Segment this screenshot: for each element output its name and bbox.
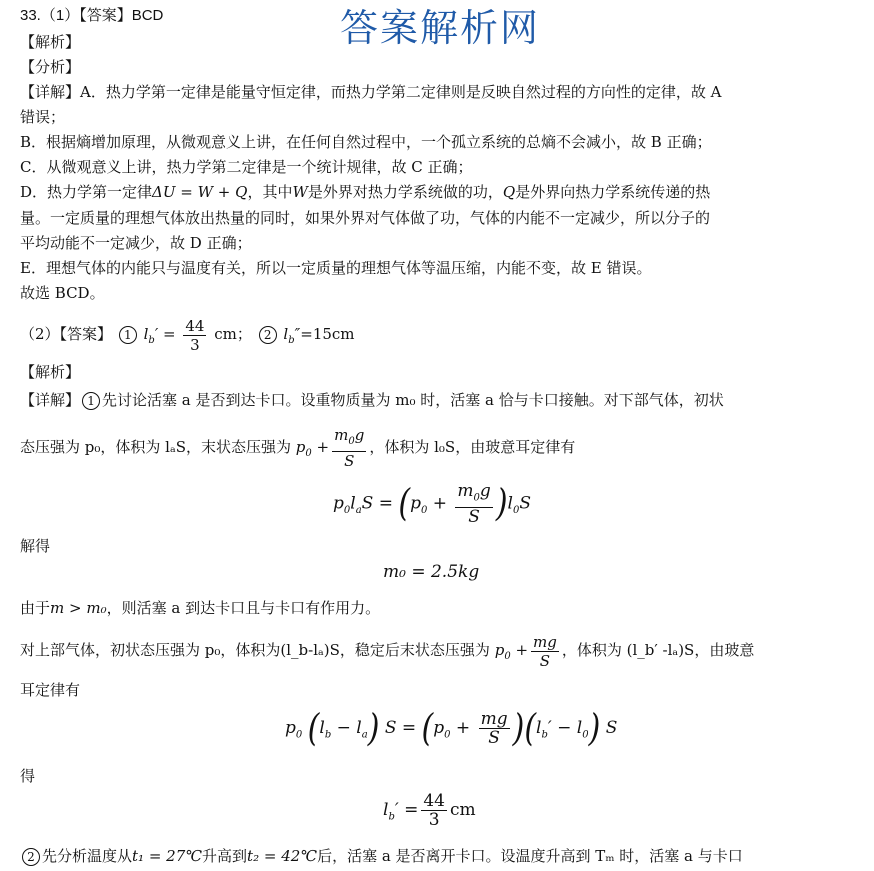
option-d-text-b: ，其中 bbox=[247, 183, 293, 201]
answer1-symbol: $l_b'$ = bbox=[143, 325, 176, 346]
upper-text-a: 对上部气体，初状态压强为 p₀，体积为(l_b-lₐ)S，稳定后末状态压强为 bbox=[20, 641, 490, 659]
upper-gas-line2: 耳定律有 bbox=[20, 681, 81, 699]
option-d-text-d: 是外界向热力学系统传递的热 bbox=[515, 183, 711, 201]
part2-answer-label: （2）【答案】 bbox=[20, 325, 113, 343]
option-d-text-c: 是外界对热力学系统做的功， bbox=[307, 183, 503, 201]
last-text-c: 后，活塞 a 是否离开卡口。设温度升高到 Tₘ 时，活塞 a 与卡口 bbox=[317, 847, 743, 865]
equation-lb-result: $l_b'$ = $\frac{44}{3}$ cm bbox=[383, 791, 476, 830]
answer1-fraction: $\frac{44}{3}$ bbox=[185, 316, 205, 354]
detail-prefix: 【详解】 bbox=[20, 391, 81, 409]
detail-text-1: 先讨论活塞 a 是否到达卡口。设重物质量为 m₀ 时，活塞 a 恰与卡口接触。对下部气体，初状 bbox=[102, 391, 724, 409]
fraction-m0g-s: $\frac{m_0g}{S}$ bbox=[334, 426, 365, 470]
answer2-symbol: $l_b''$ bbox=[283, 325, 301, 346]
part2-answer bbox=[20, 316, 355, 359]
circle-1-icon: 1 bbox=[119, 326, 137, 344]
detail-text-2a: 态压强为 p₀，体积为 lₐS，末状态压强为 bbox=[20, 438, 292, 456]
equation-lower-gas: $p_0l_aS = (p_0$ + $\frac{m_0g}{S}$ )$l_0S$ bbox=[333, 481, 531, 528]
fraction-mg-s: $\frac{mg}{S}$ bbox=[533, 632, 557, 670]
option-d-line1 bbox=[20, 182, 710, 202]
circle-2b-icon: 2 bbox=[22, 848, 40, 866]
last-line bbox=[20, 846, 743, 866]
option-e: E．理想气体的内能只与温度有关，所以一定质量的理想气体等温压缩，内能不变，故 E 错误。 bbox=[20, 259, 652, 277]
equation-upper-gas: $p_0$ $(l_b - l_a) S = (p_0$ + $\frac{mg}{S}$ )$(l_b' - l_0)$ S bbox=[285, 706, 618, 750]
option-d-line2: 量。一定质量的理想气体放出热量的同时，如果外界对气体做了功，气体的内能不一定减少，所以分子的 bbox=[20, 209, 711, 227]
since-inequality: m > m₀ bbox=[50, 599, 107, 617]
label-jiexi-1: 【解析】 bbox=[20, 33, 81, 51]
upper-gas-line1: 对上部气体，初状态压强为 p₀，体积为(l_b-lₐ)S，稳定后末状态压强为 $p_0$ + $\frac{mg}{S}$ ，体积为 (l_b′ -lₐ)S，由玻意 bbox=[20, 632, 755, 670]
label-jiexi-2: 【解析】 bbox=[20, 363, 81, 381]
question-number: 33.（1）【答案】BCD bbox=[20, 7, 164, 24]
symbol-w: W bbox=[292, 183, 308, 201]
watermark-text: 答案解析网 bbox=[340, 6, 541, 50]
answer1-unit: cm； bbox=[214, 325, 252, 343]
last-text-a: 先分析温度从 bbox=[42, 847, 133, 865]
label-de: 得 bbox=[20, 767, 36, 785]
answer2-value: =15cm bbox=[300, 325, 355, 343]
since-text-a: 由于 bbox=[20, 599, 51, 617]
symbol-q: Q bbox=[502, 183, 516, 201]
choose-answer: 故选 BCD。 bbox=[20, 284, 105, 302]
option-c: C．从微观意义上讲，热力学第二定律是一个统计规律，故 C 正确； bbox=[20, 158, 473, 176]
detail-a-line2: 错误； bbox=[20, 108, 66, 126]
detail-text-2b: ，体积为 l₀S，由玻意耳定律有 bbox=[369, 438, 576, 456]
equation-m0-result: m₀ = 2.5kg bbox=[383, 562, 480, 582]
detail-a-line1: 【详解】A．热力学第一定律是能量守恒定律，而热力学第二定律则是反映自然过程的方向性的定律，故 A bbox=[20, 83, 722, 101]
option-b: B．根据熵增加原理，从微观意义上讲，在任何自然过程中，一个孤立系统的总熵不会减小，故 B 正确； bbox=[20, 133, 712, 151]
circle-2-icon: 2 bbox=[259, 326, 277, 344]
label-fenxi: 【分析】 bbox=[20, 58, 81, 76]
option-d-line3: 平均动能不一定减少，故 D 正确； bbox=[20, 234, 252, 252]
temp-t2: t₂ = 42℃ bbox=[247, 847, 318, 865]
upper-text-b: ，体积为 (l_b′ -lₐ)S，由玻意 bbox=[561, 641, 755, 659]
since-text-b: ，则活塞 a 到达卡口且与卡口有作用力。 bbox=[106, 599, 381, 617]
option-d-text-a: D．热力学第一定律 bbox=[20, 183, 153, 201]
detail-line1 bbox=[20, 390, 724, 410]
temp-t1: t₁ = 27℃ bbox=[132, 847, 203, 865]
circle-1b-icon: 1 bbox=[82, 392, 100, 410]
last-text-b: 升高到 bbox=[202, 847, 248, 865]
first-law-equation: ΔU = W + Q bbox=[152, 183, 248, 201]
since-line bbox=[20, 598, 380, 618]
detail-line2: 态压强为 p₀，体积为 lₐS，末状态压强为 $p_0$ + $\frac{m_0g}{S}$ ，体积为 l₀S，由玻意耳定律有 bbox=[20, 426, 576, 470]
label-jiede: 解得 bbox=[20, 537, 51, 555]
